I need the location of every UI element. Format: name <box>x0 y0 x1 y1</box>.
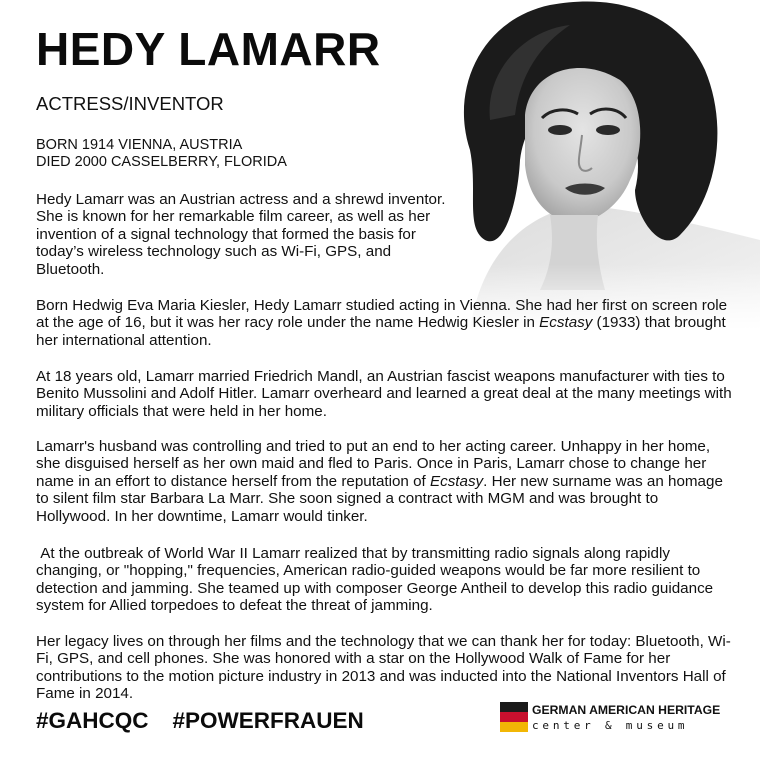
hashtag-powerfrauen: #POWERFRAUEN <box>172 708 364 733</box>
logo-subtitle: center & museum <box>532 719 689 732</box>
intro-paragraph: Hedy Lamarr was an Austrian actress and a shrewd inventor. She is known for her remarkable film career, as well as her invention of a signal technology that formed the basis for today’s wireless technology such as Wi-Fi, GPS, and Bluetooth. <box>36 191 446 278</box>
film-title: Ecstasy <box>429 472 484 490</box>
hashtag-gahcqc: #GAHCQC <box>36 708 149 733</box>
birth-info: BORN 1914 VIENNA, AUSTRIA <box>36 137 243 153</box>
portrait-photo <box>430 0 760 330</box>
marriage-paragraph: At 18 years old, Lamarr married Friedrich Mandl, an Austrian fascist weapons manufacturer with ties to Benito Mussolini and Adolf Hitler. Lamarr overheard and learned a great deal at the many meetings with military officials that were held in her home. <box>36 368 732 420</box>
museum-logo <box>500 700 721 736</box>
legacy-paragraph: Her legacy lives on through her films and the technology that we can thank her for today: Bluetooth, Wi-Fi, GPS, and cell phones. She was honored with a star on the Hollywood Walk of Fame for her contributions to the motion picture industry in 2013 and was inducted into the National Inventors Hall of Fame in 2014. <box>36 633 731 703</box>
invention-paragraph: At the outbreak of World War II Lamarr realized that by transmitting radio signals along rapidly changing, or "hopping," frequencies, American radio-guided weapons would be far more resilient to detection and jamming. She teamed up with composer George Antheil to develop this radio guidance system for Allied torpedoes to defeat the threat of jamming. <box>36 545 714 615</box>
death-info: DIED 2000 CASSELBERRY, FLORIDA <box>36 154 287 170</box>
page-title: HEDY LAMARR <box>36 23 381 75</box>
film-title: Ecstasy <box>539 314 593 332</box>
logo-name: GERMAN AMERICAN HERITAGE <box>532 703 721 717</box>
early-life-paragraph: Born Hedwig Eva Maria Kiesler, Hedy Lamarr studied acting in Vienna. She had her first on screen role at the age of 16, but it was her racy role under the name Hedwig Kiesler in Ecstasy (1933) that brought her international attention. <box>36 297 728 349</box>
subtitle: ACTRESS/INVENTOR <box>36 93 224 114</box>
german-flag-icon <box>500 702 528 732</box>
hashtags <box>36 708 364 734</box>
escape-paragraph: Lamarr's husband was controlling and tried to put an end to her acting career. Unhappy in her home, she disguised herself as her own maid and fled to Paris. Once in Paris, Lamarr chose to change her name in an effort to distance herself from the reputation of Ecstasy. Her new surname was an homage to silent film star Barbara La Marr. She soon signed a contract with MGM and was brought to Hollywood. In her downtime, Lamarr would tinker. <box>36 438 723 525</box>
